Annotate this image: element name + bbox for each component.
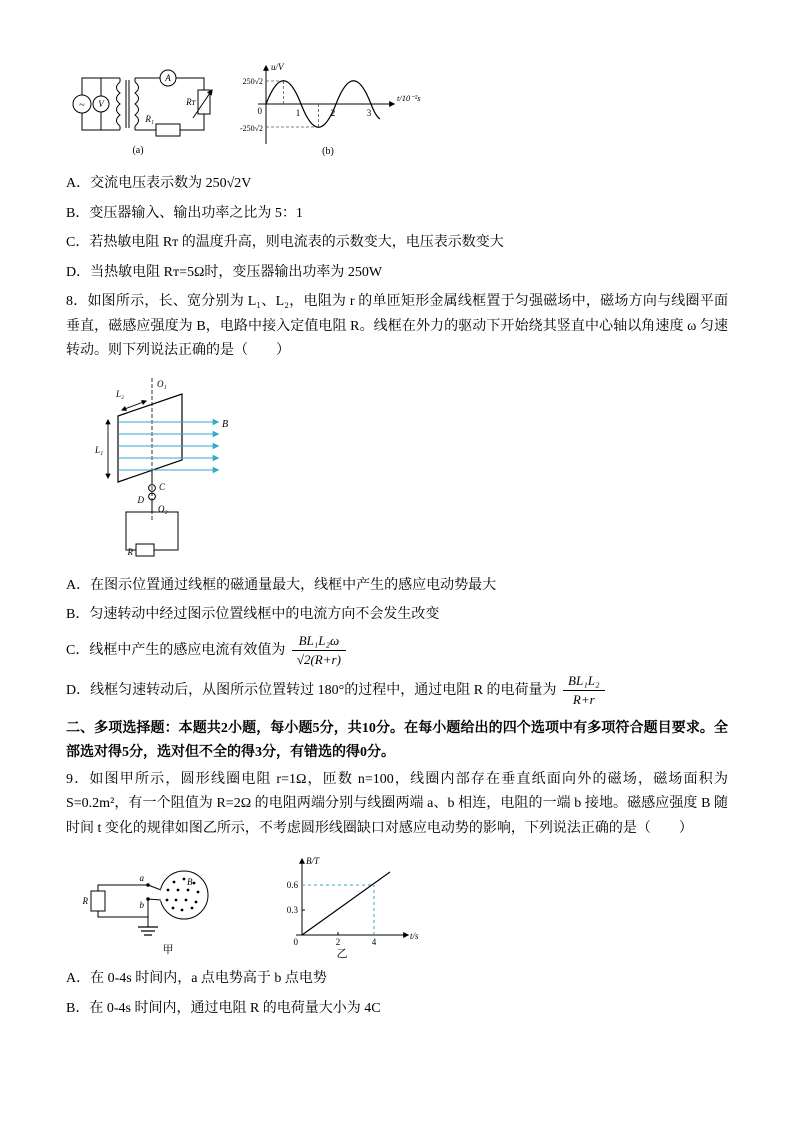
graph-t4-label: 4 [371,937,377,947]
q8-axis-top-label: O₁ [157,378,167,389]
q9-stem: 9．如图甲所示，圆形线圈电阻 r=1Ω，匝数 n=100，线圈内部存在垂直纸面向外的磁场，磁场面积为 S=0.2m²，有一个阻值为 R=2Ω 的电阻两端分别与线圈两端 a、b 相连，电阻的一端 b 接地。磁感应强度 B 随时间 t 变化的规律如图乙所示，不考虑圆形线圈缺口对感应电动势的影响，下列说法正确的是（ ） [66,771,728,836]
q8-option-c-numerator: BL₁L₂ω [292,633,346,651]
ac-source-symbol: ~ [79,100,85,111]
graph-03-label: 0.3 [286,905,298,915]
q7-figures [68,56,728,158]
q7-option-d: D．当热敏电阻 Rᴛ=5Ω时，变压器输出功率为 250W [66,264,383,280]
q8-option-c-text: C．线框中产生的感应电流有效值为 [66,642,286,658]
q8-d-label: D [137,494,144,505]
transformer-circuit-figure [68,56,220,158]
b-field-arrows [118,422,218,470]
wave-origin-label: 0 [257,106,262,116]
graph-y-axis-label: B/T [306,856,320,866]
wave-axes [258,66,394,144]
section-2-title: 二、多项选择题：本题共2小题，每小题5分，共10分。在每小题给出的四个选项中有多项符合题目要求。全部选对得5分，选对但不全的得3分，有错选的得0分。 [66,720,728,760]
q8-option-c [66,633,728,669]
wave-tick-2: 2 [330,108,336,118]
q8-option-d-denominator: R+r [572,692,595,708]
voltage-waveform-figure [236,56,426,158]
coil-connection [148,871,208,919]
figure-yi-caption: 乙 [336,948,348,959]
q9-field-label: B [187,877,193,887]
q9-option-b: B．在 0-4s 时间内，通过电阻 R 的电荷量大小为 4C [66,1000,381,1016]
q8-l2-label: L₂ [116,388,125,399]
voltmeter-label: V [98,99,104,109]
q9-b-label: b [139,900,144,910]
wave-y-axis-label: u/V [271,62,284,72]
q9-r-label: R [82,896,88,906]
r1-label: R₁ [145,114,154,124]
q8-l1-label: L₁ [95,444,104,455]
graph-t2-label: 2 [335,937,341,947]
q8-option-c-denominator: √2(R+r) [296,651,341,667]
figure-jia-caption: 甲 [162,944,174,956]
wave-x-axis-label: t/10⁻²s [397,93,421,103]
resistor-loop [91,885,158,935]
ammeter-label: A [165,73,171,83]
q8-option-d [66,673,728,709]
graph-06-label: 0.6 [286,880,298,890]
wave-trough-label: -250√2 [239,124,263,133]
q8-option-a: A．在图示位置通过线框的磁通量最大，线框中产生的感应电动势最大 [66,577,497,593]
figure-a-caption: (a) [132,145,144,156]
q8-axis-bottom-label: O₂ [158,503,168,514]
coil-frame [118,394,182,482]
q7-option-b: B．变压器输入、输出功率之比为 5：1 [66,205,303,221]
graph-axes [296,859,408,935]
wave-tick-1: 1 [295,108,301,118]
q8-option-c-fraction [292,633,346,669]
q7-option-c: C．若热敏电阻 Rᴛ 的温度升高，则电流表的示数变大，电压表示数变大 [66,235,504,250]
q8-r-label: R [127,546,133,557]
transformer-core [126,80,129,128]
coil-circuit-figure [68,849,236,957]
q8-option-d-text: D．线框匀速转动后，从图所示位置转过 180°的过程中，通过电阻 R 的电荷量为 [66,682,557,698]
thermistor-label: Rᴛ [186,97,195,107]
wave-tick-3: 3 [366,108,372,118]
rotating-coil-figure [72,372,250,568]
q9-figures [68,849,728,959]
q8-stem: 8．如图所示，长、宽分别为 L₁、L₂，电阻为 r 的单匝矩形金属线框置于匀强磁场中，磁场方向与线圈平面垂直，磁感应强度为 B，电路中接入定值电阻 R。线框在外力的驱动下开始绕其竖直中心轴以角速度 ω 匀速转动。则下列说法正确的是（ ） [66,294,728,358]
q9-option-a: A．在 0-4s 时间内，a 点电势高于 b 点电势 [66,971,327,986]
graph-origin-label: 0 [293,937,298,947]
b-line [302,872,390,935]
b-vs-t-graph-figure [270,849,422,959]
q9-a-label: a [139,873,144,883]
q8-option-d-fraction [563,673,604,709]
q8-b-label: B [222,418,229,430]
q7-option-a: A．交流电压表示数为 250√2V [66,176,252,191]
figure-b-caption: (b) [322,146,334,157]
q8-option-b: B．匀速转动中经过图示位置线框中的电流方向不会发生改变 [66,607,440,622]
secondary-loop [135,70,212,136]
q8-c-label: C [159,481,166,492]
q8-option-d-numerator: BL₁L₂ [563,673,604,691]
wave-peak-label: 250√2 [242,77,263,86]
graph-x-axis-label: t/s [410,931,419,941]
